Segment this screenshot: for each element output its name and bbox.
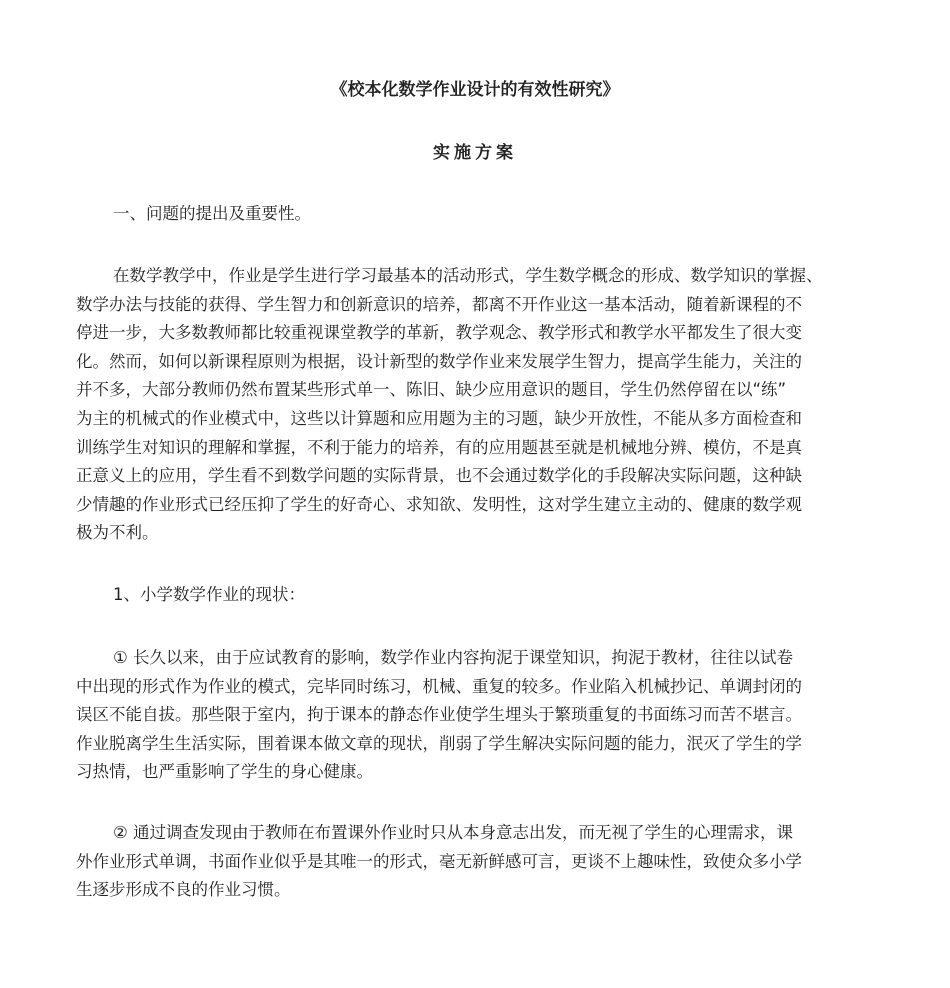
paragraph-line: 停进一步，大多数教师都比较重视课堂教学的革新，教学观念、教学形式和教学水平都发生了很大变: [76, 323, 802, 343]
list-item-1: [76, 644, 874, 787]
document-subtitle: 实施方案: [433, 143, 517, 163]
paragraph-line: 正意义上的应用，学生看不到数学问题的实际背景，也不会通过数学化的手段解决实际问题，这种缺: [76, 466, 802, 486]
paragraph-line: 习热情，也严重影响了学生的身心健康。: [76, 762, 373, 782]
list-item-2: [76, 819, 874, 905]
paragraph-line: ② 通过调查发现由于教师在布置课外作业时只从本身意志出发，而无视了学生的心理需求，课: [113, 823, 794, 842]
paragraph-background: [76, 262, 874, 548]
section-heading-problem: 一、问题的提出及重要性。: [113, 204, 311, 223]
paragraph-line: 生逐步形成不良的作业习惯。: [76, 880, 291, 900]
document-title: 《校本化数学作业设计的有效性研究》: [330, 80, 620, 100]
paragraph-line: 为主的机械式的作业模式中，这些以计算题和应用题为主的习题，缺少开放性，不能从多方面检查和: [76, 408, 802, 428]
paragraph-line: 在数学教学中，作业是学生进行学习最基本的活动形式，学生数学概念的形成、数学知识的掌握、: [113, 266, 823, 285]
paragraph-line: 少情趣的作业形式已经压抑了学生的好奇心、求知欲、发明性，这对学生建立主动的、健康的数学观: [76, 494, 802, 514]
paragraph-line: 训练学生对知识的理解和掌握，不利于能力的培养，有的应用题甚至就是机械地分辨、模仿，不是真: [76, 437, 802, 457]
paragraph-line: 化。然而，如何以新课程原则为根据，设计新型的数学作业来发展学生智力，提高学生能力，关注的: [76, 351, 802, 371]
paragraph-line: 数学办法与技能的获得、学生智力和创新意识的培养，都离不开作业这一基本活动，随着新课程的不: [76, 294, 802, 314]
paragraph-line: 作业脱离学生生活实际，围着课本做文章的现状，削弱了学生解决实际问题的能力，泯灭了学生的学: [76, 733, 802, 753]
paragraph-line: ① 长久以来，由于应试教育的影响，数学作业内容拘泥于课堂知识，拘泥于教材，往往以试卷: [113, 648, 794, 667]
subsection-heading-status: 1、小学数学作业的现状：: [113, 585, 305, 604]
paragraph-line: 中出现的形式作为作业的模式，完毕同时练习，机械、重复的较多。作业陷入机械抄记、单调封闭的: [76, 676, 802, 696]
paragraph-line: 并不多，大部分教师仍然布置某些形式单一、陈旧、缺少应用意识的题目，学生仍然停留在以“练”: [76, 380, 787, 400]
paragraph-line: 外作业形式单调，书面作业似乎是其唯一的形式，毫无新鲜感可言，更谈不上趣味性，致使众多小学: [76, 851, 802, 871]
paragraph-line: 误区不能自拔。那些限于室内，拘于课本的静态作业使学生埋头于繁琐重复的书面练习而苦不堪言。: [76, 705, 802, 725]
paragraph-line: 极为不利。: [76, 523, 159, 543]
